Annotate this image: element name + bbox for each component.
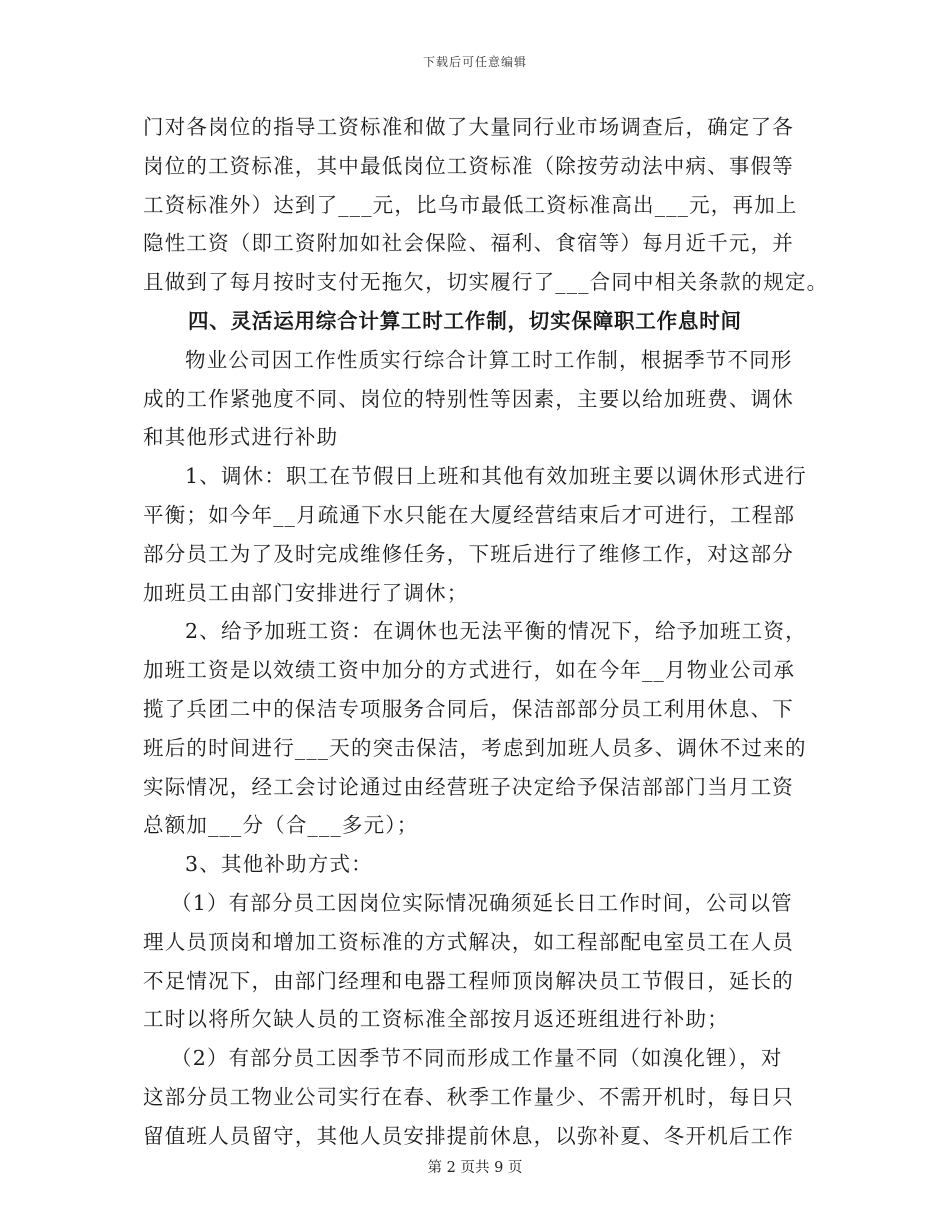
body-line: 部分员工为了及时完成维修任务，下班后进行了维修工作，对这部分	[143, 541, 794, 566]
body-line: 加班工资是以效绩工资中加分的方式进行，如在今年__月物业公司承	[143, 658, 796, 683]
body-line: 班后的时间进行___天的突击保洁，考虑到加班人员多、调休不过来的	[143, 735, 807, 760]
page-footer: 第 2 页共 9 页	[427, 1160, 523, 1176]
body-line: 平衡；如今年__月疏通下水只能在大厦经营结束后才可进行，工程部	[143, 502, 796, 527]
body-line: 工资标准外）达到了___元，比乌市最低工资标准高出___元，再加上	[143, 192, 798, 217]
body-line: 隐性工资（即工资附加如社会保险、福利、食宿等）每月近千元，并	[143, 231, 794, 256]
body-line: 成的工作紧弛度不同、岗位的特别性等因素，主要以给加班费、调休	[143, 386, 794, 411]
body-line: 工时以将所欠缺人员的工资标准全部按月返还班组进行补助；	[143, 1007, 729, 1032]
body-line: （1）有部分员工因岗位实际情况确须延长日工作时间，公司以管	[171, 890, 793, 915]
body-line: 3、其他补助方式：	[185, 852, 373, 877]
body-line: 1、调休：职工在节假日上班和其他有效加班主要以调休形式进行	[185, 464, 807, 489]
body-line: 加班员工由部门安排进行了调休；	[143, 580, 469, 605]
body-line: 这部分员工物业公司实行在春、秋季工作量少、不需开机时，每日只	[143, 1084, 794, 1109]
body-line: 2、给予加班工资：在调休也无法平衡的情况下，给予加班工资，	[185, 619, 807, 644]
document-body	[143, 108, 829, 1156]
body-line: 和其他形式进行补助	[143, 425, 339, 450]
body-line: 岗位的工资标准，其中最低岗位工资标准（除按劳动法中病、事假等	[143, 153, 794, 178]
body-line: 门对各岗位的指导工资标准和做了大量同行业市场调查后，确定了各	[143, 115, 794, 139]
body-line: （2）有部分员工因季节不同而形成工作量不同（如溴化锂），对	[171, 1046, 783, 1071]
body-line: 实际情况，经工会讨论通过由经营班子决定给予保洁部部门当月工资	[143, 774, 794, 799]
section-heading: 四、灵活运用综合计算工时工作制，切实保障职工作息时间	[188, 308, 742, 333]
body-line: 且做到了每月按时支付无拖欠，切实履行了___合同中相关条款的规定。	[143, 270, 829, 295]
body-line: 物业公司因工作性质实行综合计算工时工作制，根据季节不同形	[185, 347, 793, 372]
body-line: 留值班人员留守，其他人员安排提前休息，以弥补夏、冬开机后工作	[143, 1123, 794, 1148]
body-line: 理人员顶岗和增加工资标准的方式解决，如工程部配电室员工在人员	[143, 929, 794, 954]
body-line: 总额加___分（合___多元）；	[143, 813, 419, 838]
page-header: 下载后可任意编辑	[422, 55, 527, 69]
body-line: 不足情况下，由部门经理和电器工程师顶岗解决员工节假日，延长的	[143, 968, 794, 993]
body-line: 揽了兵团二中的保洁专项服务合同后，保洁部部分员工利用休息、下	[143, 696, 794, 721]
